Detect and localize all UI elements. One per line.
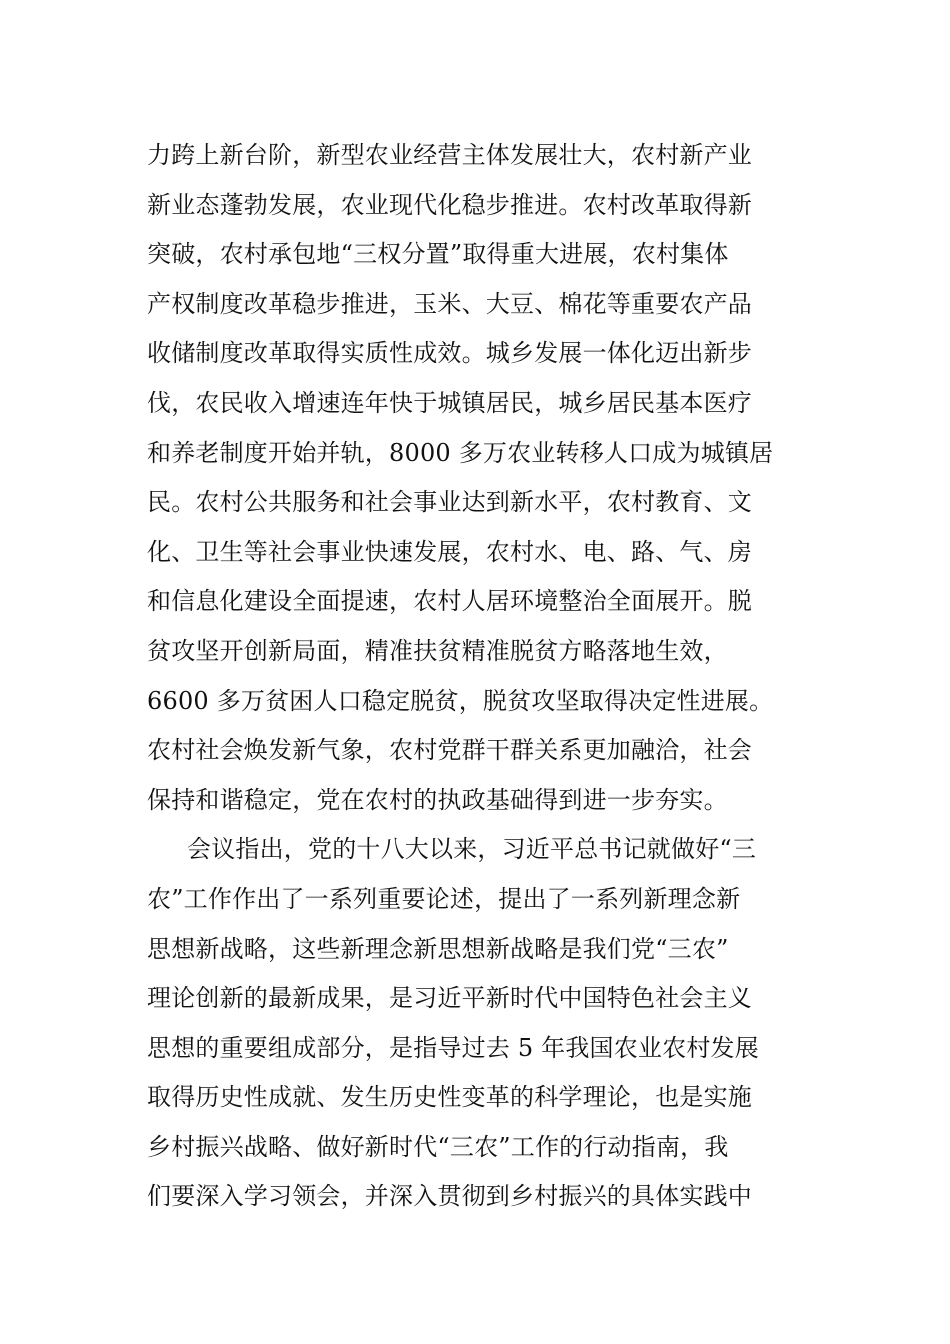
text-line: 保持和谐稳定，党在农村的执政基础得到进一步夯实。 bbox=[147, 785, 728, 814]
text-line: 和养老制度开始并轨，8000 多万农业转移人口成为城镇居 bbox=[147, 438, 774, 467]
text-line: 力跨上新台阶，新型农业经营主体发展壮大，农村新产业 bbox=[147, 141, 752, 169]
text-line: 农村社会焕发新气象，农村党群干群关系更加融洽，社会 bbox=[147, 736, 752, 765]
text-line: 乡村振兴战略、做好新时代“三农”工作的行动指南，我 bbox=[147, 1132, 729, 1161]
text-line: 产权制度改革稳步推进，玉米、大豆、棉花等重要农产品 bbox=[147, 289, 752, 318]
body-text bbox=[147, 131, 807, 1222]
text-line: 和信息化建设全面提速，农村人居环境整治全面展开。脱 bbox=[147, 587, 752, 616]
text-line: 6600 多万贫困人口稳定脱贫，脱贫攻坚取得决定性进展。 bbox=[147, 686, 774, 715]
text-line: 理论创新的最新成果，是习近平新时代中国特色社会主义 bbox=[147, 984, 752, 1013]
text-line: 突破，农村承包地“三权分置”取得重大进展，农村集体 bbox=[147, 240, 729, 269]
text-line: 贫攻坚开创新局面，精准扶贫精准脱贫方略落地生效， bbox=[147, 636, 728, 665]
text-line: 农”工作作出了一系列重要论述，提出了一系列新理念新 bbox=[147, 884, 741, 913]
text-line: 思想新战略，这些新理念新思想新战略是我们党“三农” bbox=[147, 934, 729, 963]
text-line: 民。农村公共服务和社会事业达到新水平，农村教育、文 bbox=[147, 488, 752, 517]
text-line: 伐，农民收入增速连年快于城镇居民，城乡居民基本医疗 bbox=[147, 388, 752, 417]
text-line: 取得历史性成就、发生历史性变革的科学理论，也是实施 bbox=[147, 1083, 752, 1112]
text-line: 们要深入学习领会，并深入贯彻到乡村振兴的具体实践中 bbox=[147, 1182, 752, 1211]
paragraph-start-line: 会议指出，党的十八大以来，习近平总书记就做好“三 bbox=[187, 835, 757, 864]
text-line: 收储制度改革取得实质性成效。城乡发展一体化迈出新步 bbox=[147, 339, 752, 368]
text-line: 新业态蓬勃发展，农业现代化稳步推进。农村改革取得新 bbox=[147, 190, 752, 219]
text-line: 化、卫生等社会事业快速发展，农村水、电、路、气、房 bbox=[147, 537, 752, 566]
text-line: 思想的重要组成部分，是指导过去 5 年我国农业农村发展 bbox=[147, 1033, 759, 1062]
